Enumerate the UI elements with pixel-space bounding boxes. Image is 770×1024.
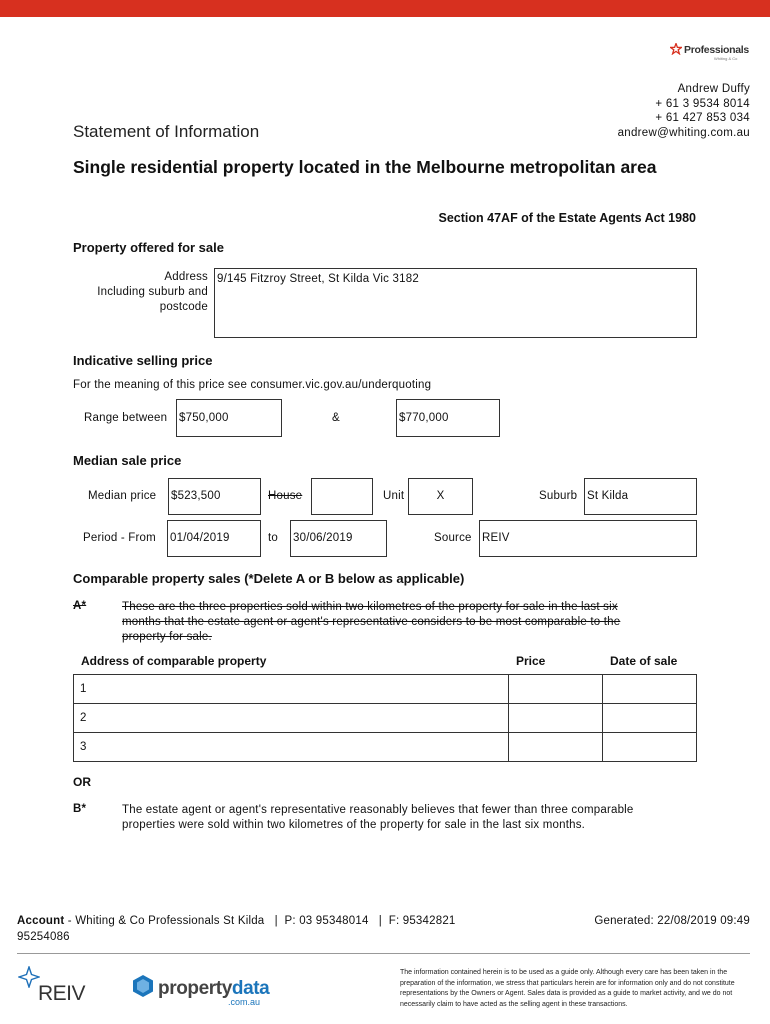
suburb-field[interactable]: St Kilda — [584, 478, 697, 515]
or-label: OR — [73, 775, 91, 789]
professionals-logo-sub: Whiting & Co — [714, 56, 738, 61]
unit-field[interactable]: X — [408, 478, 473, 515]
comparable-heading: Comparable property sales (*Delete A or B below as applicable) — [73, 571, 465, 586]
house-label: House — [268, 490, 303, 502]
property-heading: Property offered for sale — [73, 240, 224, 255]
agent-email: andrew@whiting.com.au — [617, 126, 750, 139]
agent-contact — [618, 82, 750, 140]
agent-phone-mobile: + 61 427 853 034 — [655, 112, 750, 124]
main-title: Single residential property located in the Melbourne metropolitan area — [73, 157, 657, 177]
period-to-field[interactable]: 30/06/2019 — [290, 520, 387, 557]
option-b-text — [122, 803, 702, 833]
table-row — [74, 704, 697, 733]
statement-title: Statement of Information — [73, 122, 260, 141]
generated-timestamp: Generated: 22/08/2019 09:49 — [594, 915, 750, 927]
comp-address-cell[interactable]: 3 — [74, 733, 509, 762]
comp-price-cell[interactable] — [509, 675, 603, 704]
footer-divider — [17, 953, 750, 954]
range-amp: & — [332, 412, 340, 424]
propertydata-domain: .com.au — [228, 997, 261, 1007]
comp-date-cell[interactable] — [603, 733, 697, 762]
source-field[interactable]: REIV — [479, 520, 697, 557]
option-a-label: A* — [73, 600, 87, 612]
agent-phone-office: + 61 3 9534 8014 — [655, 97, 750, 110]
period-to-label: to — [268, 532, 278, 544]
unit-label: Unit — [383, 490, 405, 502]
suburb-label: Suburb — [539, 490, 578, 502]
period-from-label: Period - From — [83, 532, 156, 544]
col-date-header: Date of sale — [610, 654, 678, 668]
disclaimer-text: The information contained herein is to be used as a guide only. Although every care has been taken in the preparation of the information, we stress that particulars herein are for information only and do not constitute representations by the Owners or Agent. Sales data is provided as a guide to market activity, and we do not necessarily claim to have acted as the selling agent in these transactions. — [400, 969, 735, 1008]
col-price-header: Price — [516, 654, 546, 668]
address-field[interactable]: 9/145 Fitzroy Street, St Kilda Vic 3182 — [214, 268, 697, 338]
account-line-2: 95254086 — [17, 931, 70, 943]
period-from-field[interactable]: 01/04/2019 — [167, 520, 261, 557]
section-reference: Section 47AF of the Estate Agents Act 1980 — [438, 211, 696, 225]
house-field[interactable] — [311, 478, 373, 515]
option-a-text — [122, 600, 702, 645]
comp-price-cell[interactable] — [509, 733, 603, 762]
comp-address-cell[interactable]: 1 — [74, 675, 509, 704]
comp-date-cell[interactable] — [603, 675, 697, 704]
propertydata-hex-icon — [131, 974, 155, 998]
top-brand-bar — [0, 0, 770, 17]
address-label-line: Address — [164, 271, 208, 283]
option-a-line: months that the estate agent or agent's representative considers to be most comparable to the — [122, 616, 621, 628]
median-heading: Median sale price — [73, 453, 182, 468]
agent-name: Andrew Duffy — [677, 83, 750, 95]
table-row — [74, 675, 697, 704]
table-row — [74, 733, 697, 762]
address-label — [97, 270, 208, 315]
address-label-line: postcode — [159, 301, 208, 313]
option-b-line: The estate agent or agent's representative reasonably believes that fewer than three comparable — [122, 804, 634, 816]
propertydata-logo-part2: data — [231, 978, 270, 999]
account-line — [17, 915, 456, 927]
option-a-line: property for sale. — [122, 631, 212, 643]
account-text: - Whiting & Co Professionals St Kilda | P: 03 95348014 | F: 95342821 — [64, 915, 456, 927]
reiv-star-icon — [18, 966, 40, 988]
option-b-line: properties were sold within two kilometres of the property for sale in the last six months. — [122, 819, 586, 831]
comparable-table — [73, 674, 697, 762]
address-label-line: Including suburb and — [97, 286, 208, 298]
option-b-label: B* — [73, 803, 87, 815]
range-low-field[interactable]: $750,000 — [176, 399, 282, 437]
indicative-note: For the meaning of this price see consumer.vic.gov.au/underquoting — [73, 379, 432, 391]
median-price-field[interactable]: $523,500 — [168, 478, 261, 515]
comp-price-cell[interactable] — [509, 704, 603, 733]
range-high-field[interactable]: $770,000 — [396, 399, 500, 437]
indicative-heading: Indicative selling price — [73, 353, 213, 368]
comp-address-cell[interactable]: 2 — [74, 704, 509, 733]
source-label: Source — [434, 532, 472, 544]
professionals-logo: Professionals — [684, 44, 749, 56]
option-a-line: These are the three properties sold within two kilometres of the property for sale in the last six — [122, 601, 618, 613]
comp-date-cell[interactable] — [603, 704, 697, 733]
professionals-star-icon — [670, 43, 682, 55]
account-label: Account — [17, 915, 65, 927]
col-address-header: Address of comparable property — [81, 654, 267, 668]
reiv-logo: REIV — [38, 982, 86, 1005]
median-price-label: Median price — [88, 490, 157, 502]
range-label: Range between — [84, 412, 168, 424]
propertydata-logo-part1: property — [158, 978, 232, 999]
